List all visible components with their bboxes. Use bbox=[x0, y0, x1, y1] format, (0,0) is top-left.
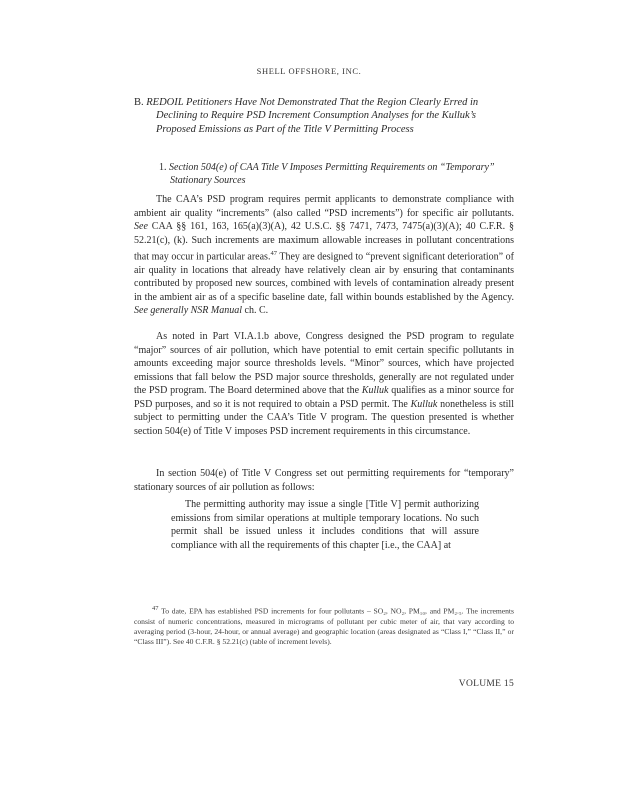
paragraph-text bbox=[134, 330, 514, 438]
text-run: ch. C. bbox=[242, 305, 269, 317]
subsection-number: 1. bbox=[159, 162, 167, 173]
text-run: The CAA’s PSD program requires permit applicants to demonstrate compliance with ambient air quality “increments” (also called “PSD increments”) for specific air pollutants. bbox=[134, 194, 514, 219]
block-quotation bbox=[171, 498, 479, 552]
footnote-body: To date, EPA has established PSD increments for four pollutants – SO₂, NO₂, PM₁₀, and PM₂.₅. The increments consist of numeric concentrations, measured in micrograms of pollutant per cubic meter of air, that vary according to averaging period (3-hour, 24-hour, or annual average) and geographic location (areas designated as “Class I,” “Class II,” or “Class III”). See 40 C.F.R. § 52.21(c) (table of increment levels). bbox=[134, 606, 514, 647]
text-run: qualifies as a minor source for PSD purposes, and so it is not required to obtain a PSD permit. The bbox=[134, 385, 514, 410]
paragraph-text bbox=[134, 193, 514, 318]
vessel-name: Kulluk bbox=[410, 398, 438, 410]
subsection-heading-text: Section 504(e) of CAA Title V Imposes Permitting Requirements on “Temporary” Stationary Sources bbox=[169, 162, 495, 186]
footnote-text bbox=[134, 604, 514, 647]
text-run: CAA §§ 161, 163, 165(a)(3)(A), 42 U.S.C. §§ 7471, 7473, 7475(a)(3)(A); 40 C.F.R. § 52.21(c), (k). Such increments are maximum allowable increases in pollutant concentrations that may occur in particular areas. bbox=[134, 221, 514, 263]
paragraph-major-minor-sources bbox=[134, 330, 514, 438]
section-heading-text: REDOIL Petitioners Have Not Demonstrated That the Region Clearly Erred in Declining to Require PSD Increment Consumption Analyses for the Kulluk’s Proposed Emissions as Part of the Title V Permitting Process bbox=[146, 97, 479, 135]
quotation-text: The permitting authority may issue a single [Title V] permit authorizing emissions from similar operations at multiple temporary locations. No such permit shall be issued unless it includes conditions that will assure compliance with all the requirements of this chapter [i.e., the CAA] at bbox=[171, 499, 479, 551]
subsection-heading bbox=[159, 162, 499, 187]
footnote-reference: 47 bbox=[270, 250, 277, 257]
text-run: As noted in Part VI.A.1.b above, Congress designed the PSD program to regulate “major” sources of air pollution, which have potential to emit certain specific pollutants in amounts exceeding major source thresholds levels. “Minor” sources, which have projected emissions that fall below the PSD major source thresholds, generally are not regulated under the PSD program. The Board determined above that the bbox=[134, 331, 514, 396]
citation-signal: See generally NSR Manual bbox=[134, 305, 243, 317]
section-heading bbox=[134, 96, 514, 136]
paragraph-psd-increments bbox=[134, 193, 514, 318]
footnote-number: 47 bbox=[152, 605, 159, 612]
paragraph-section-504e bbox=[134, 467, 514, 494]
text-run: nonetheless is still subject to permitting under the CAA’s Title V program. The question presented is whether section 504(e) of Title V imposes PSD increment requirements in this circumstance. bbox=[134, 398, 514, 437]
text-run: They are designed to “prevent significant deterioration” of air quality in locations that already have relatively clean air by ensuring that contaminants contributed by proposed new sources, combined with levels of contamination already present in the ambient air as of a specific baseline date, fall within bounds established by the Agency. bbox=[134, 251, 514, 303]
citation-signal: See bbox=[134, 221, 148, 232]
volume-footer: VOLUME 15 bbox=[458, 679, 514, 689]
paragraph-text: In section 504(e) of Title V Congress set out permitting requirements for “temporary” stationary sources of air pollution as follows: bbox=[134, 468, 514, 493]
running-header: SHELL OFFSHORE, INC. bbox=[256, 66, 362, 76]
section-letter: B. bbox=[134, 97, 144, 108]
vessel-name: Kulluk bbox=[361, 385, 389, 396]
footnote bbox=[134, 604, 514, 647]
